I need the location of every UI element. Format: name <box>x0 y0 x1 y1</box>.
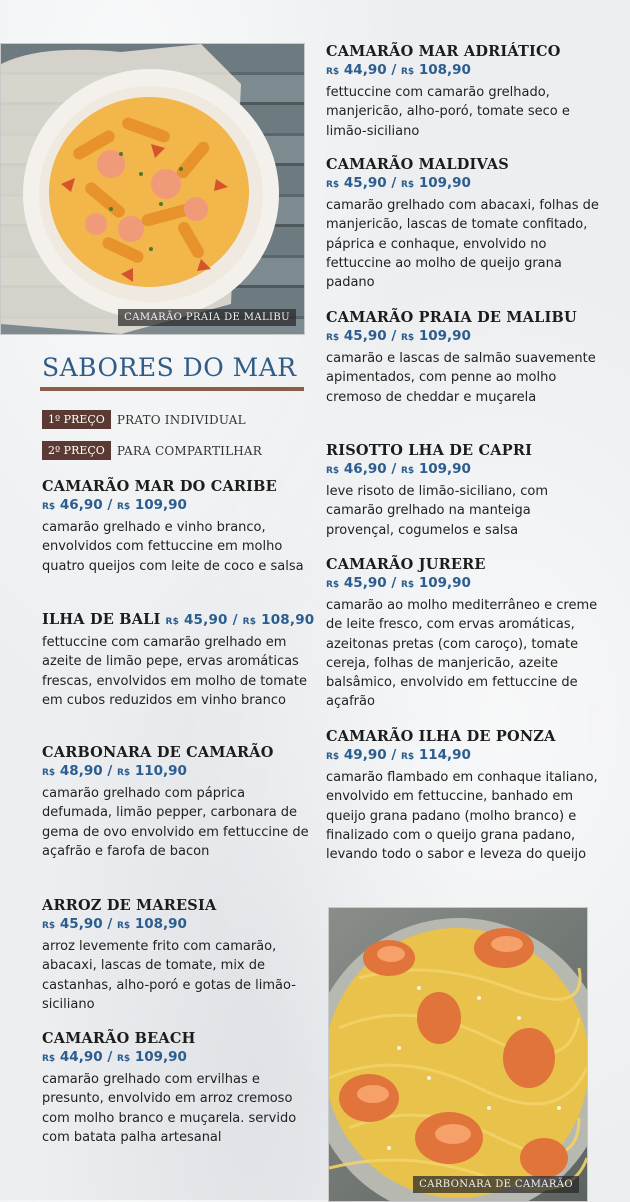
menu-item-arroz-de-maresia <box>42 896 317 1014</box>
price-tag-label: 1º PREÇO <box>42 410 111 429</box>
dish-price: R$ 45,90 / R$ 109,90 <box>326 575 471 591</box>
dish-price: R$ 45,90 / R$ 109,90 <box>326 175 471 191</box>
dish-price: R$ 44,90 / R$ 108,90 <box>326 62 471 78</box>
dish-name: CAMARÃO MALDIVAS <box>326 156 509 173</box>
dish-description: camarão grelhado com páprica defumada, limão pepper, carbonara de gema de ovo envolvido em fettuccine de açafrão e farofa de bacon <box>42 786 309 859</box>
price-tag-description: PRATO INDIVIDUAL <box>116 412 246 427</box>
dish-name: CAMARÃO MAR DO CARIBE <box>42 478 277 495</box>
menu-item-camarao-praia-de-malibu <box>326 308 601 407</box>
shrimp-pasta-illustration <box>329 908 587 1201</box>
title-underline <box>40 387 304 391</box>
price-tag-label: 2º PREÇO <box>42 441 111 460</box>
dish-name: ARROZ DE MARESIA <box>42 897 217 914</box>
menu-item-camarao-jurere <box>326 555 601 712</box>
dish-price: R$ 45,90 / R$ 108,90 <box>165 612 315 628</box>
menu-item-carbonara-de-camarao <box>42 743 317 861</box>
menu-item-camarao-beach <box>42 1029 317 1147</box>
dish-description: fettuccine com camarão grelhado em azeite de limão pepe, ervas aromáticas frescas, envolvidos em molho de tomate em cubos reduzidos em vinho branco <box>42 635 307 708</box>
legend-second-price <box>42 441 262 460</box>
menu-item-camarao-ilha-de-ponza <box>326 727 601 864</box>
dish-price: R$ 45,90 / R$ 109,90 <box>326 328 471 344</box>
menu-item-risotto-lha-de-capri <box>326 441 601 540</box>
dish-name: CAMARÃO BEACH <box>42 1030 196 1047</box>
dish-name: CAMARÃO JURERE <box>326 556 486 573</box>
legend-first-price <box>42 410 246 429</box>
dish-name: CAMARÃO PRAIA DE MALIBU <box>326 309 577 326</box>
dish-price: R$ 48,90 / R$ 110,90 <box>42 763 187 779</box>
photo-carbonara-de-camarao <box>328 907 588 1202</box>
dish-description: camarão grelhado com ervilhas e presunto, envolvido em arroz cremoso com molho branco e muçarela. servido com batata palha artesanal <box>42 1072 297 1145</box>
dish-description: fettuccine com camarão grelhado, manjericão, alho-poró, tomate seco e limão-siciliano <box>326 85 570 139</box>
dish-description: camarão ao molho mediterrâneo e creme de leite fresco, com ervas aromáticas, azeitonas pretas (com caroço), tomate cereja, folhas de manjericão, azeite balsâmico, envolvido em fettuccine de açafrão <box>326 598 598 710</box>
dish-price: R$ 46,90 / R$ 109,90 <box>42 497 187 513</box>
dish-description: camarão flambado em conhaque italiano, envolvido em fettuccine, banhado em queijo grana padano (molho branco) e finalizado com o queijo grana padano, levando todo o sabor e leveza do queijo <box>326 770 598 863</box>
dish-name: CAMARÃO ILHA DE PONZA <box>326 728 556 745</box>
dish-name: CARBONARA DE CAMARÃO <box>42 744 274 761</box>
dish-price: R$ 44,90 / R$ 109,90 <box>42 1049 187 1065</box>
menu-item-camarao-mar-do-caribe <box>42 477 317 576</box>
menu-item-camarao-maldivas <box>326 155 601 292</box>
dish-description: camarão grelhado e vinho branco, envolvidos com fettuccine em molho quatro queijos com leite de coco e salsa <box>42 520 304 574</box>
price-tag-description: PARA COMPARTILHAR <box>116 443 263 458</box>
photo-camarao-praia-de-malibu <box>0 43 305 335</box>
menu-item-camarao-mar-adriatico <box>326 42 601 141</box>
dish-price: R$ 46,90 / R$ 109,90 <box>326 461 471 477</box>
dish-description: leve risoto de limão-siciliano, com camarão grelhado na manteiga provençal, cogumelos e salsa <box>326 484 548 538</box>
dish-price: R$ 49,90 / R$ 114,90 <box>326 747 471 763</box>
dish-name-and-price: ILHA DE BALI R$ 45,90 / R$ 108,90 <box>42 611 315 628</box>
dish-price: R$ 45,90 / R$ 108,90 <box>42 916 187 932</box>
photo-caption: CAMARÃO PRAIA DE MALIBU <box>118 309 296 326</box>
photo-caption: CARBONARA DE CAMARÃO <box>413 1176 579 1193</box>
dish-description: camarão grelhado com abacaxi, folhas de manjericão, lascas de tomate confitado, páprica e conhaque, envolvido no fettuccine ao molho de queijo grana padano <box>326 198 599 291</box>
pasta-dish-illustration <box>1 44 304 334</box>
dish-name: RISOTTO LHA DE CAPRI <box>326 442 533 459</box>
section-title: SABORES DO MAR <box>42 353 297 382</box>
dish-name: CAMARÃO MAR ADRIÁTICO <box>326 43 561 60</box>
menu-item-ilha-de-bali <box>42 610 317 710</box>
dish-description: arroz levemente frito com camarão, abacaxi, lascas de tomate, mix de castanhas, alho-poró e gotas de limão-siciliano <box>42 939 296 1012</box>
dish-description: camarão e lascas de salmão suavemente apimentados, com penne ao molho cremoso de cheddar e muçarela <box>326 351 596 405</box>
